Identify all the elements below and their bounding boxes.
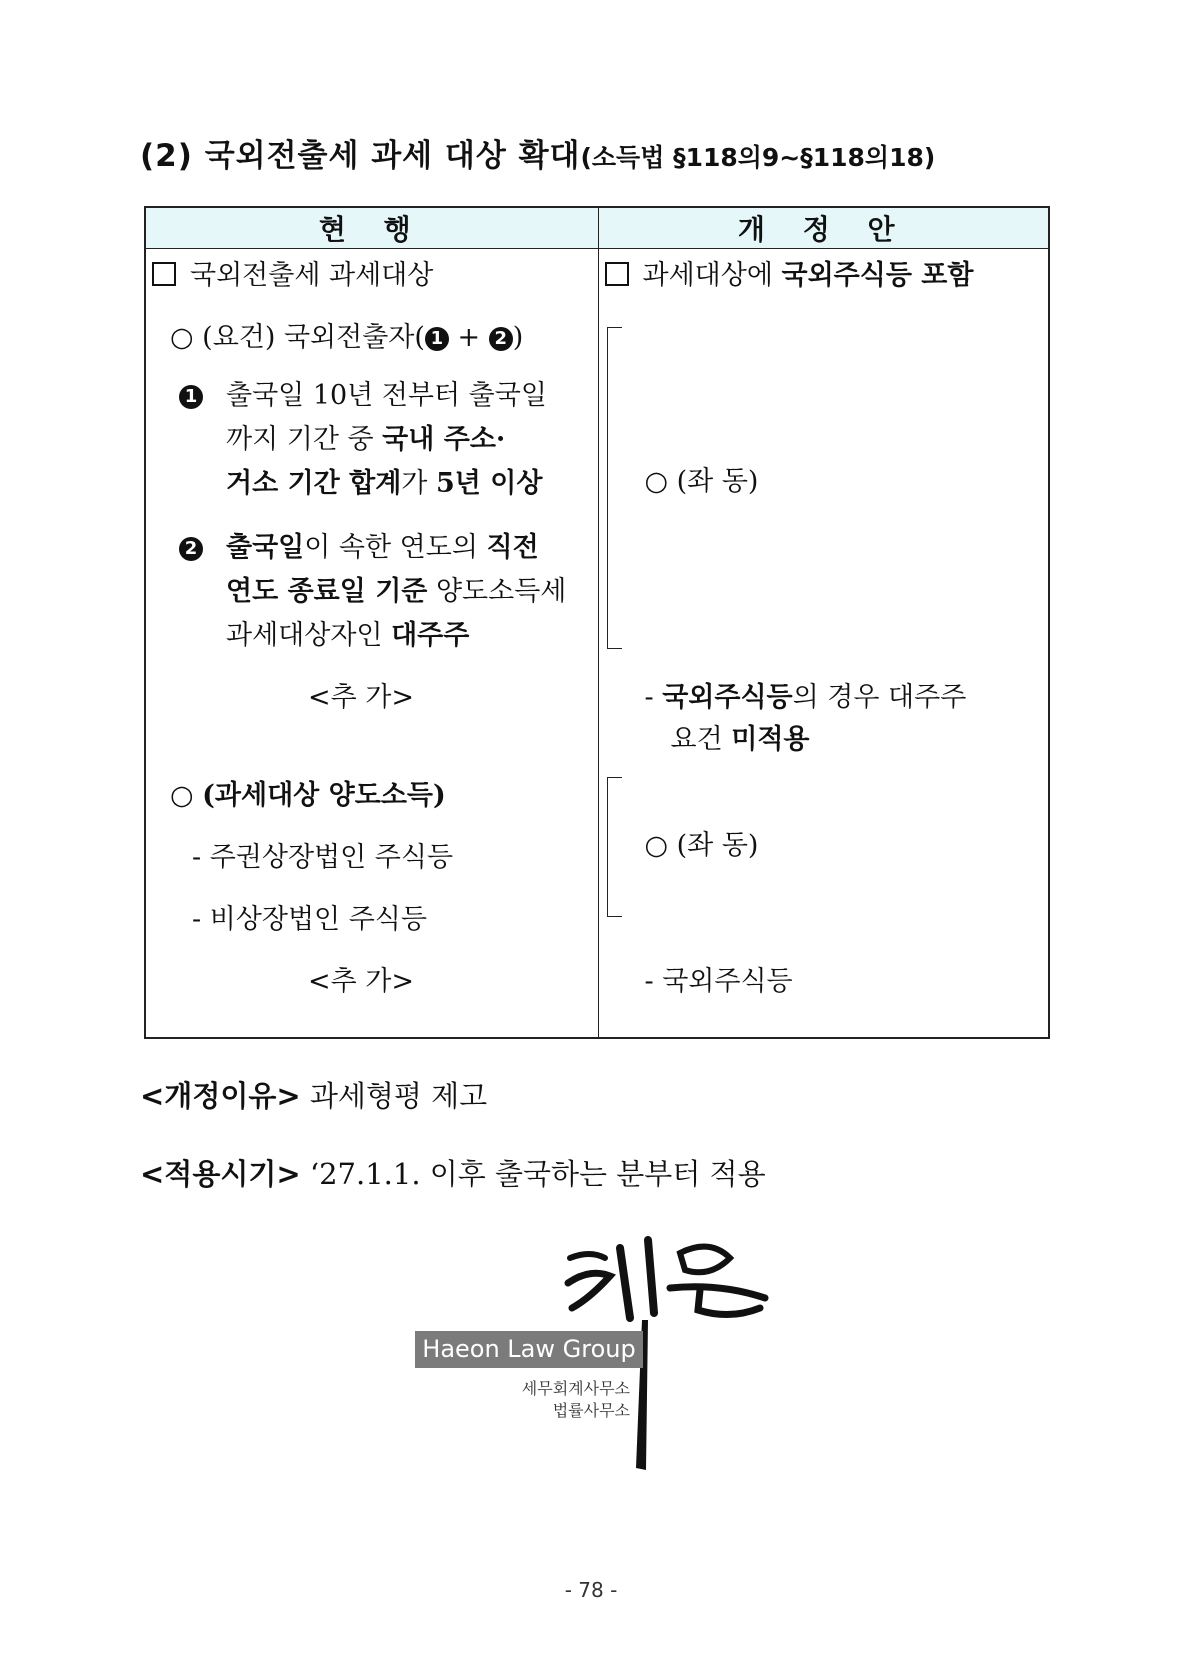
checkbox-square-icon [605,262,629,286]
logo-sub-law-office: 법률사무소 [552,1401,630,1420]
bracket-left-1 [607,327,622,649]
requirement-prefix: (요건) 국외전출자( [202,322,425,353]
unlisted-stocks: - 비상장법인 주식등 [192,904,427,935]
listed-stocks: - 주권상장법인 주식등 [192,842,454,873]
current-column [145,249,598,1039]
same-as-left-2: ○ (좌 동) [644,830,759,861]
requirement-suffix: ) [512,322,524,353]
added-placeholder-2: <추 가> [308,966,414,997]
proposed-title-b: 국외주식등 포함 [781,260,974,291]
added-placeholder-1: <추 가> [308,682,414,713]
reason-row [140,1074,487,1115]
proposed-column [598,249,1049,1039]
number-2-icon: 2 [489,327,513,351]
logo-name-band: Haeon Law Group [415,1331,643,1368]
current-title: 국외전출세 과세대상 [190,260,434,291]
reason-label: <개정이유> [140,1079,301,1113]
logo-calligraphy [560,1228,780,1328]
taxable-income-row [170,773,446,819]
logo-sub-tax-office: 세무회계사무소 [521,1379,630,1398]
item2-line2: 연도 종료일 기준 양도소득세 [226,576,567,607]
timing-row [140,1152,766,1193]
page-number: - 78 - [564,1578,618,1602]
number-1-icon: 1 [425,327,449,351]
circle-bullet-icon: ○ [170,780,194,811]
reason-text: 과세형평 제고 [309,1079,488,1113]
timing-text: ‘27.1.1. 이후 출국하는 분부터 적용 [309,1157,766,1191]
item1-line2: 까지 기간 중 국내 주소· [226,424,506,455]
proposed-title-a: 과세대상에 [642,260,782,291]
header-current: 현 행 [145,207,598,249]
foreign-stocks: - 국외주식등 [644,966,793,997]
number-2-icon: 2 [179,537,203,561]
requirement-row [170,315,523,361]
header-proposed: 개 정 안 [598,207,1049,249]
section-heading [140,130,935,175]
current-title-row [152,253,433,299]
item2-line1: 출국일이 속한 연도의 직전 [226,532,539,563]
foreign-stock-exception-line1: - 국외주식등의 경우 대주주 [644,682,967,713]
section-title: (2) 국외전출세 과세 대상 확대 [140,138,581,174]
bracket-left-2 [607,777,622,917]
number-1-icon: 1 [179,385,203,409]
circle-bullet-icon: ○ [170,322,194,353]
law-reference: (소득법 §118의9~§118의18) [580,143,936,172]
item2-line3: 과세대상자인 대주주 [226,620,470,651]
checkbox-square-icon [152,262,176,286]
taxable-income-label: (과세대상 양도소득) [202,780,446,811]
same-as-left-1: ○ (좌 동) [644,466,759,497]
item1-line1: 출국일 10년 전부터 출국일 [226,380,547,411]
timing-label: <적용시기> [140,1157,301,1191]
comparison-table [144,206,1050,1039]
foreign-stock-exception-line2: 요건 미적용 [670,724,810,755]
item1-line3: 거소 기간 합계가 5년 이상 [226,468,543,499]
proposed-title-row [605,253,974,299]
plus-sign: + [448,322,489,353]
